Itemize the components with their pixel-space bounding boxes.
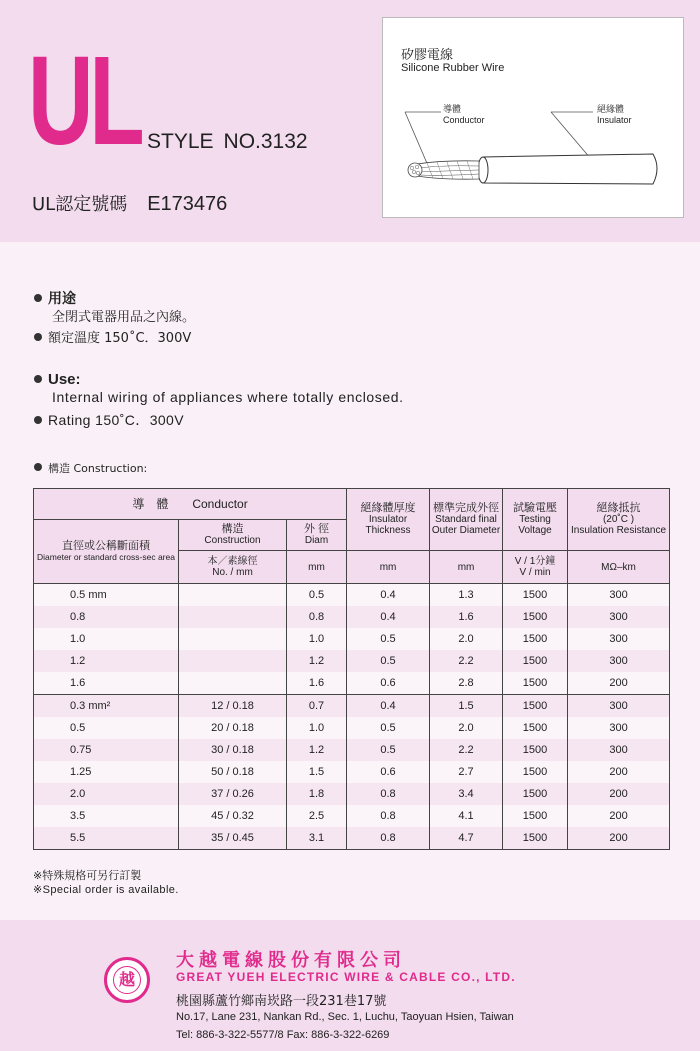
use-en-line1: Internal wiring of appliances where totally enclosed. xyxy=(52,389,404,405)
cert-code: E173476 xyxy=(147,193,228,215)
note-zh: ※特殊規格可另行訂製 xyxy=(33,869,142,882)
use-en-line2: Rating 150˚C．300V xyxy=(34,410,184,430)
bullet-icon xyxy=(34,294,42,302)
col-construction-unit: 本／素線徑 No. / mm xyxy=(179,551,287,584)
address-en: No.17, Lane 231, Nankan Rd., Sec. 1, Luchu, Taoyuan Hsien, Taiwan xyxy=(176,1011,514,1023)
conductor-header: 導 體 Conductor xyxy=(34,489,347,520)
footer-band xyxy=(0,920,700,1051)
use-en-heading: Use: xyxy=(34,371,81,388)
col-construction: 構造 Construction xyxy=(179,520,287,551)
wire-illustration xyxy=(383,18,683,217)
table-row: 5.5 35 / 0.45 3.1 0.8 4.7 1500 200 xyxy=(34,827,670,850)
table-row: 1.25 50 / 0.18 1.5 0.6 2.7 1500 200 xyxy=(34,761,670,783)
table-row: 0.3 mm² 12 / 0.18 0.7 0.4 1.5 1500 300 xyxy=(34,695,670,718)
col-outer-diameter: 標準完成外徑 Standard final Outer Diameter xyxy=(430,489,503,551)
diagram-title-zh: 矽膠電線 xyxy=(401,48,454,63)
spec-table xyxy=(33,488,670,850)
seal-char: 越 xyxy=(113,966,141,994)
header-band xyxy=(0,0,700,242)
insulator-label-en: Insulator xyxy=(597,115,632,125)
bullet-icon xyxy=(34,416,42,424)
table-row: 1.6 1.6 0.6 2.8 1500 200 xyxy=(34,672,670,695)
company-name-en: GREAT YUEH ELECTRIC WIRE & CABLE CO., LTD. xyxy=(176,970,516,984)
ul-logo: UL xyxy=(28,30,141,171)
note-en: ※Special order is available. xyxy=(33,884,179,896)
conductor-label-en: Conductor xyxy=(443,115,485,125)
company-seal-logo xyxy=(104,957,150,1003)
cert-label: UL認定號碼 xyxy=(32,194,128,215)
address-zh: 桃園縣蘆竹鄉南崁路一段231巷17號 xyxy=(176,994,387,1009)
table-row: 2.0 37 / 0.26 1.8 0.8 3.4 1500 200 xyxy=(34,783,670,805)
bullet-icon xyxy=(34,463,42,471)
bullet-icon xyxy=(34,375,42,383)
table-row: 1.2 1.2 0.5 2.2 1500 300 xyxy=(34,650,670,672)
diagram-title-en: Silicone Rubber Wire xyxy=(401,62,505,74)
col-diameter: 直徑或公稱斷面積 Diameter or standard cross-sec area xyxy=(34,520,179,584)
col-ins-unit: mm xyxy=(347,551,430,584)
table-row: 0.75 30 / 0.18 1.2 0.5 2.2 1500 300 xyxy=(34,739,670,761)
table-row: 0.8 0.8 0.4 1.6 1500 300 xyxy=(34,606,670,628)
use-zh-line2: 額定溫度 150˚C．300V xyxy=(34,327,191,346)
bullet-icon xyxy=(34,333,42,341)
use-zh-line1: 全閉式電器用品之內線。 xyxy=(52,310,196,325)
col-res-unit: MΩ–km xyxy=(568,551,670,584)
table-row: 0.5 mm 0.5 0.4 1.3 1500 300 xyxy=(34,584,670,607)
col-diam: 外 徑 Diam xyxy=(287,520,347,551)
construction-label: 構造 Construction: xyxy=(34,460,147,476)
insulator-label-zh: 絕緣體 xyxy=(597,104,625,114)
company-name-zh: 大越電線股份有限公司 xyxy=(176,950,406,971)
wire-diagram xyxy=(382,17,684,218)
table-row: 0.5 20 / 0.18 1.0 0.5 2.0 1500 300 xyxy=(34,717,670,739)
col-testing-voltage: 試驗電壓 Testing Voltage xyxy=(503,489,568,551)
style-number xyxy=(147,130,308,154)
style-number-value: NO.3132 xyxy=(223,130,308,153)
table-row: 3.5 45 / 0.32 2.5 0.8 4.1 1500 200 xyxy=(34,805,670,827)
tel-fax: Tel: 886-3-322-5577/8 Fax: 886-3-322-6269 xyxy=(176,1029,390,1041)
use-zh-heading: 用途 xyxy=(34,288,76,308)
table-row: 1.0 1.0 0.5 2.0 1500 300 xyxy=(34,628,670,650)
col-insulator-thickness: 絕緣體厚度 Insulator Thickness xyxy=(347,489,430,551)
col-diam-unit: mm xyxy=(287,551,347,584)
col-outer-unit: mm xyxy=(430,551,503,584)
col-test-unit: V / 1分鐘 V / min xyxy=(503,551,568,584)
col-insulation-resistance: 絕緣抵抗 (20˚C ) Insulation Resistance xyxy=(568,489,670,551)
conductor-label-zh: 導體 xyxy=(443,104,462,114)
style-label: STYLE xyxy=(147,130,214,153)
certification xyxy=(32,190,227,216)
